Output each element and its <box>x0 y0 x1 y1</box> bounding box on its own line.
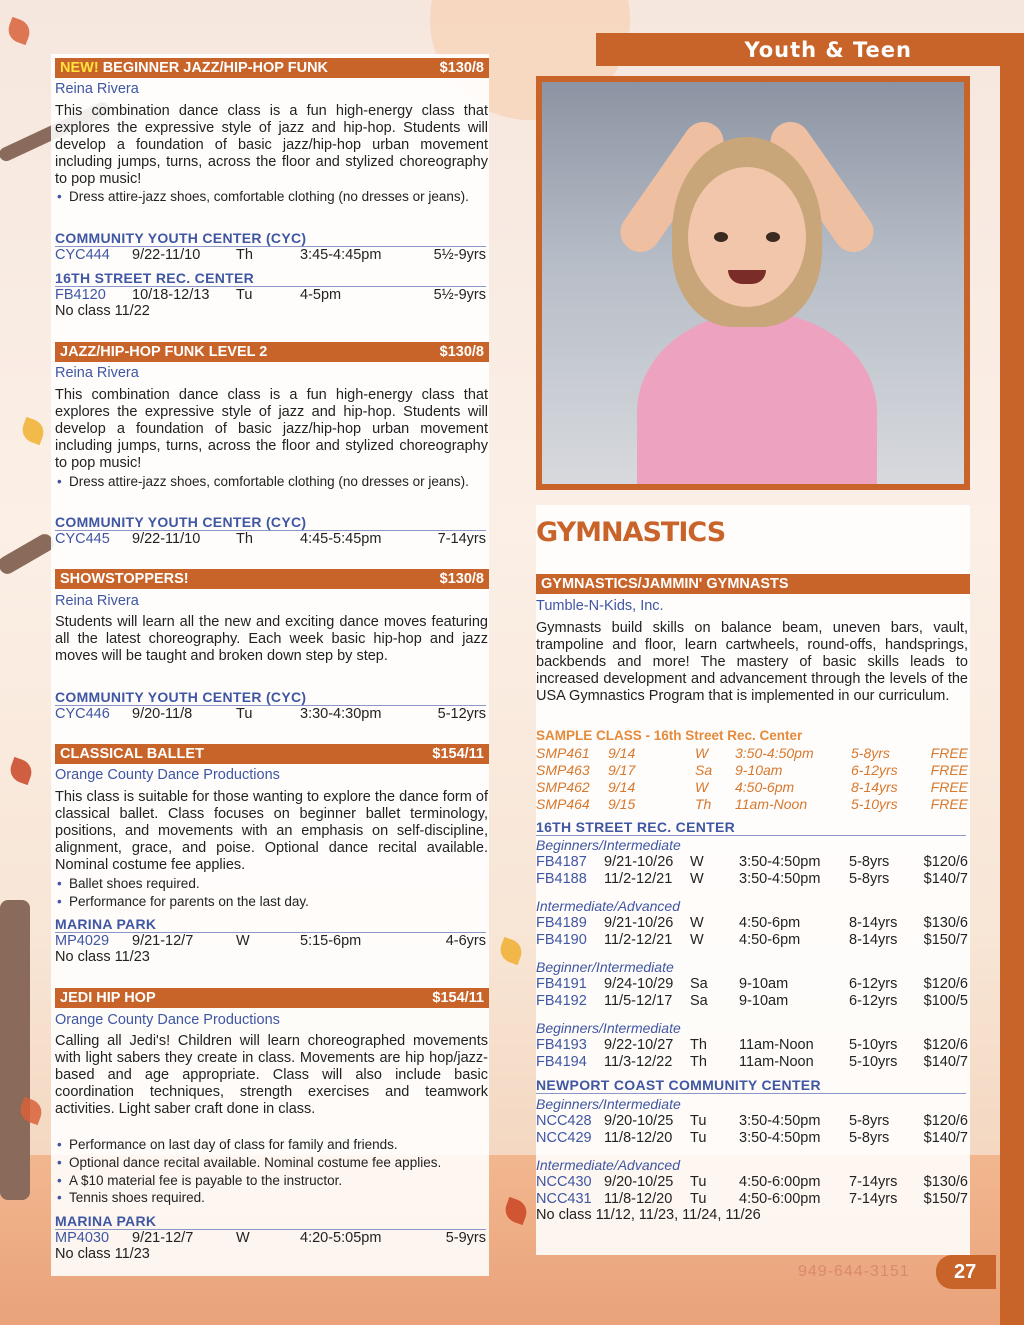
class-day: Tu <box>236 706 253 722</box>
leaf-icon <box>497 937 525 965</box>
class-price: FREE <box>930 762 968 778</box>
class-dates: 11/5-12/17 <box>604 993 673 1009</box>
location-heading: MARINA PARK <box>55 1213 486 1230</box>
class-time: 5:15-6pm <box>300 933 362 949</box>
class-age: 5-8yrs <box>849 854 890 870</box>
class-day: Sa <box>695 762 713 778</box>
class-code: CYC446 <box>55 706 110 722</box>
class-note: No class 11/23 <box>55 1246 150 1262</box>
class-time: 3:45-4:45pm <box>300 247 382 263</box>
leaf-icon <box>7 757 35 785</box>
class-dates: 9/21-10/26 <box>604 915 674 931</box>
class-time: 4-5pm <box>300 287 342 303</box>
class-age: 7-14yrs <box>849 1191 898 1207</box>
class-dates: 10/18-12/13 <box>132 287 210 303</box>
class-code: FB4189 <box>536 915 587 931</box>
photo-face <box>688 167 806 307</box>
class-age: 5-8yrs <box>849 1113 890 1129</box>
class-description: Gymnasts build skills on balance beam, uneven bars, vault, trampoline and floor, learn cartwheels, round-offs, handsprings, backbends and more! The mastery of basic skills leads to increased development and advancement through the levels of the USA Gymnastics Program that is implemented in our curriculum. <box>536 620 968 704</box>
class-code: FB4187 <box>536 854 587 870</box>
class-day: Tu <box>690 1113 707 1129</box>
class-instructor: Tumble-N-Kids, Inc. <box>536 598 664 614</box>
class-day: Sa <box>690 976 708 992</box>
class-age: 5½-9yrs <box>433 247 486 263</box>
class-code: FB4190 <box>536 932 587 948</box>
class-price: $140/7 <box>923 871 968 887</box>
class-age: 5½-9yrs <box>433 287 486 303</box>
class-description: This class is suitable for those wanting to explore the dance form of classical ballet. Class focuses on beginner ballet terminology, positions, and movements with an emphasis on self-discipline, alignment, grace, and poise. Optional dance recital available. Nominal costume fee applies. <box>55 789 488 873</box>
class-row <box>536 1173 968 1191</box>
class-dates: 9/21-10/26 <box>604 854 674 870</box>
class-price: $140/7 <box>923 1054 968 1070</box>
class-age: 5-10yrs <box>851 796 898 812</box>
class-time: 3:50-4:50pm <box>739 854 821 870</box>
class-note: No class 11/12, 11/23, 11/24, 11/26 <box>536 1207 761 1223</box>
class-age: 5-8yrs <box>849 871 890 887</box>
class-row <box>536 853 968 871</box>
class-day: W <box>236 933 250 949</box>
class-title: CLASSICAL BALLET <box>60 746 204 762</box>
class-code: NCC431 <box>536 1191 592 1207</box>
class-time: 3:50-4:50pm <box>735 745 814 761</box>
class-code: FB4193 <box>536 1037 587 1053</box>
class-age: 6-12yrs <box>851 762 898 778</box>
class-time: 3:50-4:50pm <box>739 1130 821 1146</box>
class-day: W <box>690 915 704 931</box>
class-code: NCC430 <box>536 1174 592 1190</box>
photo-girl-heart-hands <box>542 82 964 484</box>
class-time: 9-10am <box>739 993 789 1009</box>
class-code: NCC428 <box>536 1113 592 1129</box>
class-day: Th <box>236 247 253 263</box>
class-age: 7-14yrs <box>437 531 486 547</box>
class-time: 9-10am <box>739 976 789 992</box>
class-age: 8-14yrs <box>849 932 898 948</box>
class-code: FB4188 <box>536 871 587 887</box>
class-code: CYC444 <box>55 247 110 263</box>
class-day: Tu <box>690 1191 707 1207</box>
class-row <box>55 705 486 723</box>
class-title: BEGINNER JAZZ/HIP-HOP FUNK <box>102 60 329 76</box>
class-price: $154/11 <box>432 746 484 762</box>
class-time: 4:50-6pm <box>735 779 795 795</box>
class-code: FB4192 <box>536 993 587 1009</box>
class-time: 3:30-4:30pm <box>300 706 382 722</box>
class-row <box>536 1129 968 1147</box>
class-time: 11am-Noon <box>739 1054 814 1070</box>
class-time: 3:50-4:50pm <box>739 1113 821 1129</box>
class-bullet: • Dress attire-jazz shoes, comfortable clothing (no dresses or jeans). <box>55 473 488 491</box>
class-title: JEDI HIP HOP <box>60 990 156 1006</box>
class-header-jazz-level-2 <box>55 342 489 362</box>
class-row <box>55 932 486 950</box>
class-day: W <box>690 932 704 948</box>
class-row <box>536 1053 968 1071</box>
location-heading: COMMUNITY YOUTH CENTER (CYC) <box>55 514 486 531</box>
section-header-bar <box>596 33 1024 66</box>
class-price: FREE <box>930 745 968 761</box>
class-code: FB4120 <box>55 287 106 303</box>
class-day: Th <box>690 1037 707 1053</box>
class-row <box>536 914 968 932</box>
class-row <box>536 1036 968 1054</box>
class-age: 5-12yrs <box>437 706 486 722</box>
class-dates: 11/2-12/21 <box>604 932 673 948</box>
class-price: $130/8 <box>439 571 484 587</box>
class-row <box>536 931 968 949</box>
class-day: Tu <box>690 1130 707 1146</box>
class-instructor: Orange County Dance Productions <box>55 1012 280 1028</box>
class-time: 9-10am <box>735 762 783 778</box>
class-dates: 9/14 <box>608 779 636 795</box>
class-time: 4:45-5:45pm <box>300 531 382 547</box>
class-day: Sa <box>690 993 708 1009</box>
class-day: Th <box>695 796 712 812</box>
level-subheading: Intermediate/Advanced <box>536 898 680 914</box>
class-age: 6-12yrs <box>849 976 898 992</box>
class-dates: 9/20-10/25 <box>604 1113 674 1129</box>
class-dates: 11/2-12/21 <box>604 871 673 887</box>
class-day: Th <box>690 1054 707 1070</box>
class-price: $150/7 <box>923 1191 968 1207</box>
class-header-beginner-jazz <box>55 58 489 78</box>
class-title: JAZZ/HIP-HOP FUNK LEVEL 2 <box>60 344 268 360</box>
class-dates: 11/3-12/22 <box>604 1054 673 1070</box>
class-row <box>536 1190 968 1208</box>
leaf-icon <box>5 17 33 45</box>
footer-phone: 949-644-3151 <box>798 1263 910 1280</box>
class-code: MP4029 <box>55 933 110 949</box>
sample-row <box>536 745 968 762</box>
class-age: 8-14yrs <box>849 915 898 931</box>
section-header-title: Youth & Teen <box>744 38 912 62</box>
class-header-classical-ballet <box>55 744 489 764</box>
class-note: No class 11/22 <box>55 303 150 319</box>
class-age: 6-12yrs <box>849 993 898 1009</box>
leaf-icon <box>19 417 47 445</box>
class-price: $100/5 <box>923 993 968 1009</box>
sample-row <box>536 779 968 796</box>
class-time: 4:50-6pm <box>739 915 801 931</box>
class-time: 4:50-6pm <box>739 932 801 948</box>
class-price: $120/6 <box>923 1037 968 1053</box>
class-price: FREE <box>930 779 968 795</box>
tree-trunk <box>0 900 30 1200</box>
level-subheading: Intermediate/Advanced <box>536 1157 680 1173</box>
new-badge: NEW! <box>60 60 99 76</box>
class-row <box>536 992 968 1010</box>
photo-eye <box>766 232 780 242</box>
class-price: $150/7 <box>923 932 968 948</box>
class-code: NCC429 <box>536 1130 592 1146</box>
class-bullet: • Optional dance recital available. Nominal costume fee applies. <box>55 1154 488 1172</box>
class-dates: 11/8-12/20 <box>604 1191 673 1207</box>
class-code: SMP462 <box>536 779 590 795</box>
class-code: MP4030 <box>55 1230 110 1246</box>
class-bullet: • Dress attire-jazz shoes, comfortable clothing (no dresses or jeans). <box>55 188 488 206</box>
class-dates: 11/8-12/20 <box>604 1130 673 1146</box>
class-dates: 9/17 <box>608 762 636 778</box>
location-heading: 16TH STREET REC. CENTER <box>536 819 966 836</box>
sample-class-heading: SAMPLE CLASS - 16th Street Rec. Center <box>536 728 803 743</box>
class-dates: 9/20-11/8 <box>132 706 193 722</box>
class-dates: 9/20-10/25 <box>604 1174 674 1190</box>
tree-branch <box>0 531 56 577</box>
class-age: 8-14yrs <box>851 779 898 795</box>
sample-row <box>536 796 968 813</box>
class-row <box>536 975 968 993</box>
level-subheading: Beginner/Intermediate <box>536 959 674 975</box>
location-heading: NEWPORT COAST COMMUNITY CENTER <box>536 1077 966 1094</box>
class-day: W <box>695 745 709 761</box>
location-heading: COMMUNITY YOUTH CENTER (CYC) <box>55 689 486 706</box>
class-code: SMP464 <box>536 796 590 812</box>
class-day: W <box>690 871 704 887</box>
class-price: $140/7 <box>923 1130 968 1146</box>
right-edge-band <box>1000 62 1024 1325</box>
class-bullet: • Tennis shoes required. <box>55 1189 488 1207</box>
class-day: W <box>236 1230 250 1246</box>
class-dates: 9/21-12/7 <box>132 1230 194 1246</box>
class-description: This combination dance class is a fun high-energy class that explores the expressive style of jazz and hip-hop. Students will develop a foundation of basic jazz/hip-hop urban movement including jumps, turns, across the floor and stylized choreography to pop music! <box>55 103 488 187</box>
class-time: 11am-Noon <box>739 1037 814 1053</box>
class-price: $130/8 <box>439 344 484 360</box>
class-description: This combination dance class is a fun high-energy class that explores the expressive style of jazz and hip-hop. Students will develop a foundation of basic jazz/hip-hop urban movement including jumps, turns, across the floor and stylized choreography to pop music! <box>55 387 488 471</box>
class-code: FB4191 <box>536 976 587 992</box>
class-price: $120/6 <box>923 854 968 870</box>
class-day: Tu <box>236 287 253 303</box>
class-day: W <box>695 779 709 795</box>
class-age: 7-14yrs <box>849 1174 898 1190</box>
class-row <box>536 870 968 888</box>
class-day: W <box>690 854 704 870</box>
class-header-jedi-hip-hop <box>55 988 489 1008</box>
class-instructor: Orange County Dance Productions <box>55 767 280 783</box>
level-subheading: Beginners/Intermediate <box>536 837 681 853</box>
class-age: 5-10yrs <box>849 1037 898 1053</box>
page-number: 27 <box>936 1255 996 1289</box>
class-instructor: Reina Rivera <box>55 365 139 381</box>
class-row <box>55 530 486 548</box>
class-description: Calling all Jedi's! Children will learn choreographed movements with light sabers they create in class. Movements are hip hop/jazz-based and age appropriate. Class will also include basic coordination techniques, strength exercises and teamwork activities. Light saber craft done in class. <box>55 1033 488 1117</box>
class-time: 4:50-6:00pm <box>739 1174 821 1190</box>
class-dates: 9/22-11/10 <box>132 531 201 547</box>
class-dates: 9/22-10/27 <box>604 1037 674 1053</box>
class-price: $130/6 <box>923 915 968 931</box>
class-bullet: • Performance on last day of class for family and friends. <box>55 1136 488 1154</box>
photo-shirt <box>637 312 877 484</box>
class-bullet: • Performance for parents on the last day. <box>55 893 488 911</box>
class-instructor: Reina Rivera <box>55 593 139 609</box>
class-age: 4-6yrs <box>445 933 486 949</box>
class-row <box>55 1229 486 1247</box>
class-age: 5-8yrs <box>849 1130 890 1146</box>
class-price: $130/6 <box>923 1174 968 1190</box>
class-age: 5-8yrs <box>851 745 890 761</box>
class-price: FREE <box>930 796 968 812</box>
class-day: Th <box>236 531 253 547</box>
class-dates: 9/14 <box>608 745 636 761</box>
class-price: $120/6 <box>923 976 968 992</box>
class-row <box>536 1112 968 1130</box>
location-heading: MARINA PARK <box>55 916 486 933</box>
class-header-gymnastics <box>536 574 970 594</box>
class-dates: 9/21-12/7 <box>132 933 194 949</box>
class-price: $154/11 <box>432 990 484 1006</box>
sample-row <box>536 762 968 779</box>
class-row <box>55 286 486 304</box>
class-age: 5-9yrs <box>445 1230 486 1246</box>
level-subheading: Beginners/Intermediate <box>536 1020 681 1036</box>
class-day: Tu <box>690 1174 707 1190</box>
class-time: 4:50-6:00pm <box>739 1191 821 1207</box>
location-heading: 16TH STREET REC. CENTER <box>55 270 486 287</box>
class-dates: 9/22-11/10 <box>132 247 201 263</box>
class-header-showstoppers <box>55 569 489 589</box>
class-title: GYMNASTICS/JAMMIN' GYMNASTS <box>541 576 789 592</box>
class-row <box>55 246 486 264</box>
class-dates: 9/15 <box>608 796 636 812</box>
class-price: $130/8 <box>439 60 484 76</box>
class-dates: 9/24-10/29 <box>604 976 674 992</box>
class-code: FB4194 <box>536 1054 587 1070</box>
class-title: SHOWSTOPPERS! <box>60 571 189 587</box>
class-time: 4:20-5:05pm <box>300 1230 382 1246</box>
level-subheading: Beginners/Intermediate <box>536 1096 681 1112</box>
section-title-gymnastics: GYMNASTICS <box>536 517 726 548</box>
class-price: $120/6 <box>923 1113 968 1129</box>
class-code: SMP461 <box>536 745 590 761</box>
class-code: CYC445 <box>55 531 110 547</box>
class-bullet: • Ballet shoes required. <box>55 875 488 893</box>
class-code: SMP463 <box>536 762 590 778</box>
class-description: Students will learn all the new and exciting dance moves featuring all the latest choreography. Each week basic hip-hop and jazz moves will be taught and broken down step by step. <box>55 614 488 664</box>
photo-eye <box>714 232 728 242</box>
class-age: 5-10yrs <box>849 1054 898 1070</box>
class-time: 3:50-4:50pm <box>739 871 821 887</box>
class-instructor: Reina Rivera <box>55 81 139 97</box>
location-heading: COMMUNITY YOUTH CENTER (CYC) <box>55 230 486 247</box>
class-bullet: • A $10 material fee is payable to the instructor. <box>55 1172 488 1190</box>
class-note: No class 11/23 <box>55 949 150 965</box>
class-time: 11am-Noon <box>735 796 808 812</box>
